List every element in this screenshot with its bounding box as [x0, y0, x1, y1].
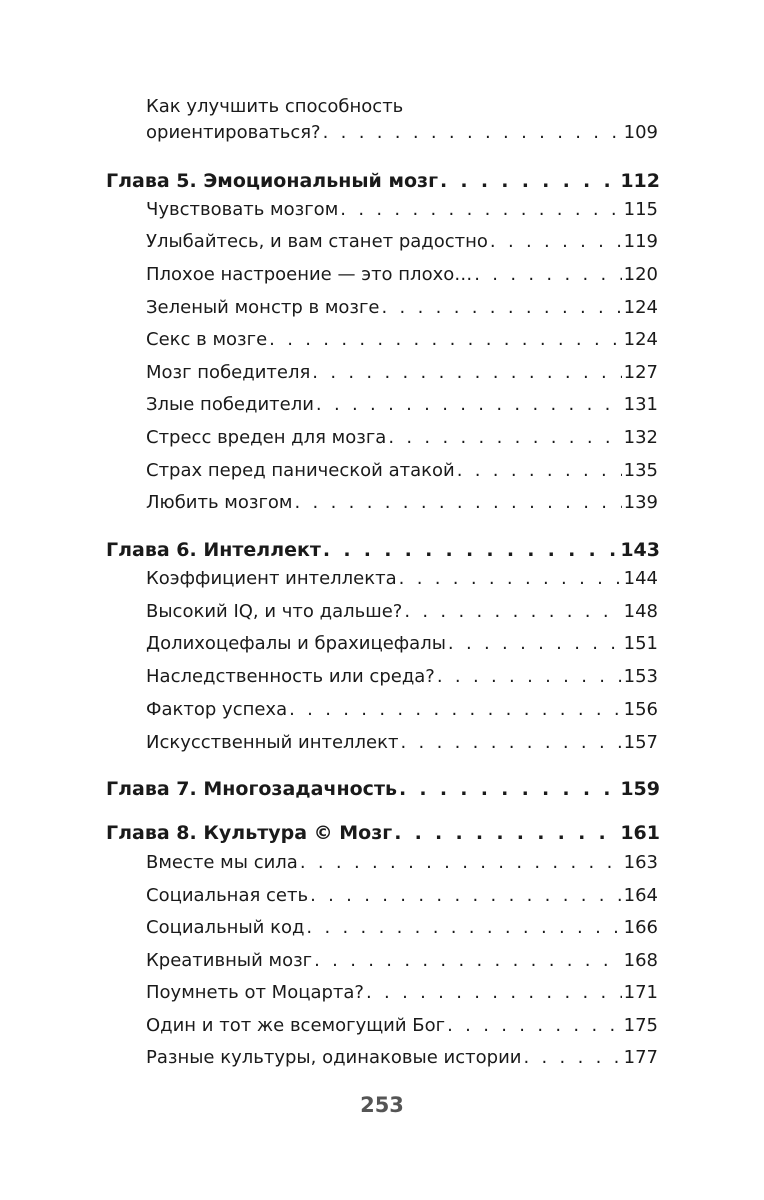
toc-entry[interactable]	[146, 699, 658, 720]
toc-entry-page: 164	[623, 885, 658, 906]
dot-leader	[394, 822, 618, 844]
toc-entry-page: 124	[623, 329, 658, 350]
dot-leader	[440, 170, 618, 192]
toc-entry-page: 124	[623, 297, 658, 318]
toc-entry-page: 166	[623, 917, 658, 938]
toc-entry-page: 156	[623, 699, 658, 720]
toc-entry-page: 109	[623, 122, 658, 143]
dot-leader	[323, 539, 618, 561]
toc-entry[interactable]	[146, 427, 658, 448]
toc-entry[interactable]	[146, 297, 658, 318]
toc-entry-page: 148	[623, 601, 658, 622]
toc-entry[interactable]	[146, 1047, 658, 1068]
toc-entry-title: Долихоцефалы и брахицефалы	[146, 633, 446, 654]
toc-entry-title: Социальная сеть	[146, 885, 309, 906]
toc-entry-title: Страх перед панической атакой	[146, 460, 455, 481]
toc-entry[interactable]	[146, 1015, 658, 1036]
dot-leader	[289, 699, 622, 720]
toc-entry-page: 132	[623, 427, 658, 448]
toc-entry[interactable]	[146, 852, 658, 873]
toc-entry-page: 177	[623, 1047, 658, 1068]
toc-entry-title: Мозг победителя	[146, 362, 311, 383]
toc-entry-page: 115	[623, 199, 658, 220]
toc-entry-page: 127	[623, 362, 658, 383]
toc-entry[interactable]	[146, 394, 658, 415]
chapter-page: 112	[620, 170, 660, 192]
dot-leader	[323, 122, 622, 143]
dot-leader	[314, 950, 622, 971]
dot-leader	[447, 1015, 622, 1036]
toc-entry[interactable]	[146, 633, 658, 654]
toc-entry-title: ориентироваться?	[146, 122, 321, 143]
toc-entry-title: Улыбайтесь, и вам станет радостно	[146, 231, 488, 252]
toc-entry-title: Социальный код	[146, 917, 305, 938]
page-number: 253	[360, 1093, 404, 1117]
toc-entry-page: 168	[623, 950, 658, 971]
toc-entry-continued-line1: Как улучшить способность	[146, 96, 404, 117]
toc-entry-page: 119	[623, 231, 658, 252]
chapter-title: Глава 7. Многозадачность	[106, 778, 397, 800]
dot-leader	[457, 460, 622, 481]
toc-entry-page: 175	[623, 1015, 658, 1036]
dot-leader	[490, 231, 622, 252]
dot-leader	[399, 778, 618, 800]
toc-entry-page: 120	[623, 264, 658, 285]
toc-entry-page: 135	[623, 460, 658, 481]
toc-entry-title: Злые победители	[146, 394, 314, 415]
toc-entry-title: Один и тот же всемогущий Бог	[146, 1015, 446, 1036]
toc-entry-page: 151	[623, 633, 658, 654]
toc-entry-page: 171	[623, 982, 658, 1003]
dot-leader	[400, 732, 621, 753]
toc-entry-title: Высокий IQ, и что дальше?	[146, 601, 403, 622]
toc-entry-page: 153	[623, 666, 658, 687]
dot-leader	[399, 568, 622, 589]
toc-entry[interactable]	[146, 199, 658, 220]
dot-leader	[388, 427, 621, 448]
toc-entry-title: Фактор успеха	[146, 699, 288, 720]
toc-entry[interactable]	[146, 460, 658, 481]
toc-entry-title: Любить мозгом	[146, 492, 293, 513]
chapter-page: 143	[620, 539, 660, 561]
toc-entry-page: 131	[623, 394, 658, 415]
toc-entry-title: Наследственность или среда?	[146, 666, 435, 687]
toc-entry[interactable]	[146, 982, 658, 1003]
dot-leader	[269, 329, 621, 350]
toc-entry[interactable]	[146, 666, 658, 687]
toc-entry[interactable]	[146, 231, 658, 252]
dot-leader	[295, 492, 622, 513]
toc-entry[interactable]	[146, 917, 658, 938]
chapter-page: 161	[620, 822, 660, 844]
dot-leader	[312, 362, 621, 383]
dot-leader	[523, 1047, 621, 1068]
toc-entry[interactable]	[146, 885, 658, 906]
dot-leader	[340, 199, 621, 220]
dot-leader	[382, 297, 622, 318]
dot-leader	[366, 982, 622, 1003]
toc-entry[interactable]	[146, 601, 658, 622]
toc-entry-page: 157	[623, 732, 658, 753]
chapter-title: Глава 8. Культура © Мозг	[106, 822, 393, 844]
dot-leader	[300, 852, 622, 873]
toc-entry-page: 139	[623, 492, 658, 513]
toc-entry-title: Поумнеть от Моцарта?	[146, 982, 364, 1003]
dot-leader	[306, 917, 621, 938]
toc-entry-title: Стресс вреден для мозга	[146, 427, 387, 448]
toc-entry-continued[interactable]	[146, 122, 658, 143]
toc-entry-title: Разные культуры, одинаковые истории	[146, 1047, 522, 1068]
toc-entry[interactable]	[146, 492, 658, 513]
toc-chapter-8[interactable]	[106, 822, 660, 844]
toc-entry[interactable]	[146, 362, 658, 383]
toc-entry-page: 144	[623, 568, 658, 589]
toc-entry-title: Креативный мозг	[146, 950, 313, 971]
toc-entry-title: Искусственный интеллект	[146, 732, 399, 753]
toc-entry[interactable]	[146, 264, 658, 285]
dot-leader	[448, 633, 622, 654]
toc-entry-title: Чувствовать мозгом	[146, 199, 339, 220]
toc-entry-title: Коэффициент интеллекта	[146, 568, 397, 589]
dot-leader	[437, 666, 622, 687]
dot-leader	[404, 601, 621, 622]
toc-entry-page: 163	[623, 852, 658, 873]
toc-entry-title: Секс в мозге	[146, 329, 268, 350]
toc-chapter-7[interactable]	[106, 778, 660, 800]
toc-entry-title: Плохое настроение — это плохо…	[146, 264, 473, 285]
toc-entry-title: Зеленый монстр в мозге	[146, 297, 380, 318]
chapter-title: Глава 5. Эмоциональный мозг	[106, 170, 438, 192]
toc-entry[interactable]	[146, 568, 658, 589]
toc-entry-title: Вместе мы сила	[146, 852, 298, 873]
dot-leader	[316, 394, 622, 415]
chapter-page: 159	[620, 778, 660, 800]
toc-chapter-5[interactable]	[106, 170, 660, 192]
toc-entry[interactable]	[146, 732, 658, 753]
toc-chapter-6[interactable]	[106, 539, 660, 561]
chapter-title: Глава 6. Интеллект	[106, 539, 321, 561]
toc-entry[interactable]	[146, 329, 658, 350]
toc-entry[interactable]	[146, 950, 658, 971]
dot-leader	[310, 885, 622, 906]
dot-leader	[474, 264, 621, 285]
